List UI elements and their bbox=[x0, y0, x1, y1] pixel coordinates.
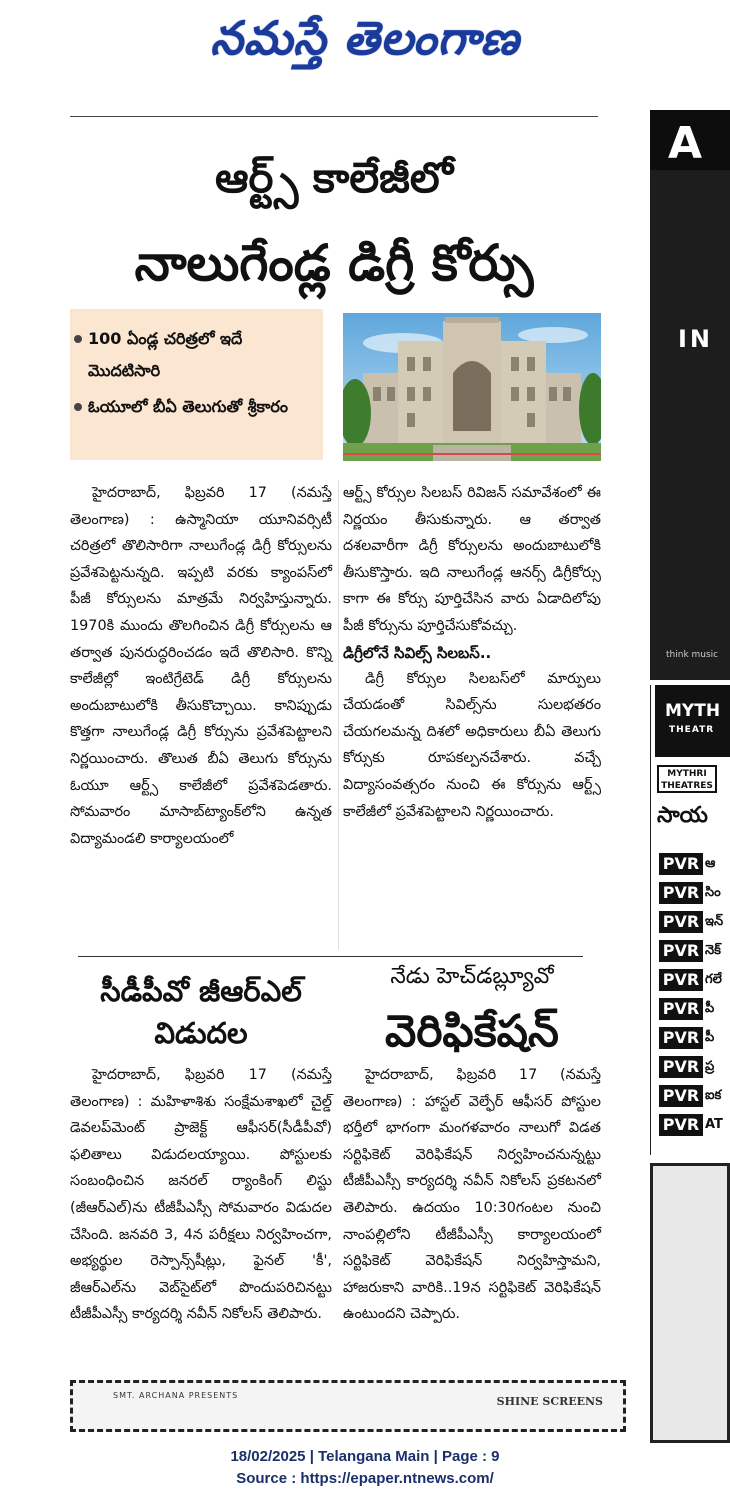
pvr-logo: PVR bbox=[659, 1114, 703, 1136]
article-paragraph: హైదరాబాద్, ఫిబ్రవరి 17 (నమస్తే తెలంగాణ) : ఉస్మానియా యూనివర్సిటీ చరిత్రలో తొలిసారిగా నాలుగేండ్ల డిగ్రీ కోర్సులను ప్రవేశపెట్టనున్నది. ఇప్పటి వరకు క్యాంపస్‌లో పీజీ కోర్సులను మాత్రమే నిర్వహిస్తున్నారు. 1970కి ముందు తొలగించిన డిగ్రీ కోర్సులను ఆ తర్వాత పునరుద్ధరించడం ఇదే తొలిసారి. కొన్ని కాలేజీల్లో ఇంటిగ్రేటెడ్ డిగ్రీ కోర్సులను అందుబాటులోకి తీసుకొచ్చాయి. కానిప్పుడు కొత్తగా నాలుగేండ్ల డిగ్రీ కోర్సును ప్రవేశపెట్టాలని నిర్ణయించారు. తొలుత బీఏ తెలుగు కోర్సును ఓయూ ఆర్ట్స్ కాలేజీలో ప్రవేశపెడతారు. సోమవారం మాసాబ్‌ట్యాంక్‌లోని ఉన్నత విద్యామండలి కార్యాలయంలో bbox=[70, 485, 332, 847]
pvr-logo: PVR bbox=[659, 1027, 703, 1049]
ad-letter: A bbox=[668, 118, 703, 169]
highlights-box bbox=[70, 309, 323, 460]
article-column-right bbox=[343, 480, 601, 825]
page-footer bbox=[0, 1446, 730, 1490]
hwo-article-body bbox=[343, 1062, 601, 1328]
pvr-location: AT bbox=[705, 1117, 723, 1132]
article-paragraph: ఆర్ట్స్ కోర్సుల సిలబస్ రివిజన్ సమావేశంలో ఈ నిర్ణయం తీసుకున్నారు. ఆ తర్వాత దశలవారీగా డిగ్రీ కోర్సులను అందుబాటులోకి తీసుకొస్తారు. ఇది నాలుగేండ్ల ఆనర్స్ డిగ్రీకోర్సు కాగా ఈ కోర్సు పూర్తిచేసిన వారు ఏడాదిలోపు పీజీ కోర్సును పూర్తిచేసుకోవచ్చు. bbox=[343, 485, 601, 634]
pvr-logo: PVR bbox=[659, 853, 703, 875]
pvr-row bbox=[659, 1027, 730, 1051]
highlight-text: 100 ఏండ్ల చరిత్రలో ఇదే మొదటిసారి bbox=[88, 329, 243, 380]
pvr-location: సిం bbox=[705, 885, 721, 900]
arts-college-photo bbox=[343, 313, 601, 461]
bullet-icon bbox=[74, 403, 82, 411]
pvr-row bbox=[659, 1114, 730, 1138]
side-advertisement-bottom bbox=[650, 1163, 730, 1443]
mythri-logo bbox=[655, 685, 730, 757]
pvr-logo: PVR bbox=[659, 969, 703, 991]
pvr-row bbox=[659, 1085, 730, 1109]
hwo-headline: వెరిఫికేషన్ bbox=[385, 1006, 559, 1057]
pvr-row bbox=[659, 998, 730, 1022]
headline-line-2: నాలుగేండ్ల డిగ్రీ కోర్సు bbox=[134, 234, 534, 292]
article-paragraph: హైదరాబాద్, ఫిబ్రవరి 17 (నమస్తే తెలంగాణ) : హాస్టల్ వెల్ఫేర్ ఆఫీసర్ పోస్టుల భర్తీలో భాగంగా మంగళవారం నాలుగో విడత సర్టిఫికెట్ వెరిఫికేషన్ నిర్వహించనున్నట్టు టీజీపీఎస్సీ కార్యదర్శి నవీన్ నికోలస్ ప్రకటనలో తెలిపారు. ఉదయం 10:30గంటల నుంచి నాంపల్లిలోని టీజీపీఎస్సీ కార్యాలయంలో సర్టిఫికెట్ వెరిఫికేషన్ నిర్వహిస్తామని, హాజరుకాని వారికి..19న సర్టిఫికెట్ వెరిఫికేషన్ ఉంటుందని చెప్పారు. bbox=[343, 1067, 601, 1323]
pvr-logo: PVR bbox=[659, 1056, 703, 1078]
ad-presenter-text: SMT. ARCHANA PRESENTS bbox=[113, 1391, 239, 1400]
article-paragraph: హైదరాబాద్, ఫిబ్రవరి 17 (నమస్తే తెలంగాణ) : మహిళాశిశు సంక్షేమశాఖలో చైల్డ్ డెవలప్‌మెంట్ ప్రాజెక్ట్ ఆఫీసర్(సీడీపీవో) ఫలితాలు విడుదలయ్యాయి. పోస్టులకు సంబంధించిన జనరల్ ర్యాంకింగ్ లిస్టు (జీఆర్‌ఎల్)ను టీజీపీఎస్సీ సోమవారం విడుదల చేసింది. జనవరి 3, 4న పరీక్షలు నిర్వహించగా, అభ్యర్థుల రెస్పాన్స్‌షీట్లు, ఫైనల్ 'కీ', జీఆర్‌ఎల్‌ను వెబ్‌సైట్‌లో పొందుపరిచినట్టు టీజీపీఎస్సీ కార్యదర్శి నవీన్ నికోలస్ తెలిపారు. bbox=[70, 1067, 332, 1323]
ad-logo-text: SHINE SCREENS bbox=[496, 1395, 603, 1408]
section-rule bbox=[78, 956, 583, 957]
highlight-item bbox=[88, 391, 318, 423]
article-column-left bbox=[70, 480, 332, 852]
cdpo-article-body bbox=[70, 1062, 332, 1328]
pvr-row bbox=[659, 853, 730, 877]
footer-source-line: Source : https://epaper.ntnews.com/ bbox=[236, 1470, 494, 1487]
bullet-icon bbox=[74, 335, 82, 343]
highlight-text: ఓయూలో బీఏ తెలుగుతో శ్రీకారం bbox=[88, 397, 288, 416]
ad-text: IN bbox=[678, 325, 714, 353]
pvr-location: పీ bbox=[705, 1001, 715, 1016]
mythri-name: MYTH bbox=[665, 701, 721, 721]
pvr-location: ఆ bbox=[705, 856, 716, 871]
newspaper-title: నమస్తే తెలంగాణ bbox=[210, 11, 520, 65]
pvr-row bbox=[659, 940, 730, 964]
pvr-location: ఐక bbox=[705, 1088, 722, 1103]
pvr-logo: PVR bbox=[659, 998, 703, 1020]
article-subhead: డిగ్రీలోనే సివిల్స్ సిలబస్.. bbox=[343, 643, 492, 662]
footer-date-line: 18/02/2025 | Telangana Main | Page : 9 bbox=[230, 1448, 500, 1465]
pvr-location: గలే bbox=[705, 972, 722, 987]
column-divider bbox=[338, 480, 339, 950]
cdpo-headline: సీడీపీవో జీఆర్‌ఎల్ విడుదల bbox=[100, 974, 302, 1050]
pvr-logo: PVR bbox=[659, 1085, 703, 1107]
masthead bbox=[0, 0, 730, 80]
side-advertisement-movie bbox=[650, 110, 730, 680]
pvr-location: ప్ర bbox=[705, 1059, 715, 1074]
bottom-advertisement bbox=[70, 1380, 626, 1432]
ad-brand: think music bbox=[666, 650, 719, 660]
pvr-row bbox=[659, 911, 730, 935]
pvr-logo: PVR bbox=[659, 882, 703, 904]
pvr-location: ఇన్ bbox=[705, 914, 724, 929]
pvr-row bbox=[659, 882, 730, 906]
mythri-subtitle: THEATR bbox=[669, 725, 715, 735]
headline-line-1: ఆర్ట్స్ కాలేజీలో bbox=[214, 153, 454, 202]
ad-title: సాయ bbox=[657, 803, 708, 828]
side-advertisement-theatres bbox=[650, 685, 730, 1155]
pvr-location: నెక్ bbox=[705, 943, 721, 958]
highlight-item bbox=[88, 323, 318, 387]
pvr-row bbox=[659, 969, 730, 993]
mythri-small-logo: MYTHRI THEATRES bbox=[657, 765, 717, 793]
hwo-kicker: నేడు హెచ్‌డబ్ల్యూవో bbox=[390, 964, 554, 989]
pvr-logo: PVR bbox=[659, 940, 703, 962]
top-rule bbox=[70, 116, 598, 117]
ad-header bbox=[650, 110, 730, 170]
pvr-logo: PVR bbox=[659, 911, 703, 933]
article-paragraph: డిగ్రీ కోర్సుల సిలబస్‌లో మార్పులు చేయడంతో సివిల్స్‌ను సులభతరం చేయగలమన్న దిశలో అధికారులు బీఏ తెలుగు కోర్సుకు రూపకల్పనచేశారు. వచ్చే విద్యాసంవత్సరం నుంచి ఈ కోర్సును ఆర్ట్స్ కాలేజీలో ప్రవేశపెట్టాలని నిర్ణయించారు. bbox=[343, 670, 601, 820]
pvr-location: పీ bbox=[705, 1030, 715, 1045]
pvr-row bbox=[659, 1056, 730, 1080]
